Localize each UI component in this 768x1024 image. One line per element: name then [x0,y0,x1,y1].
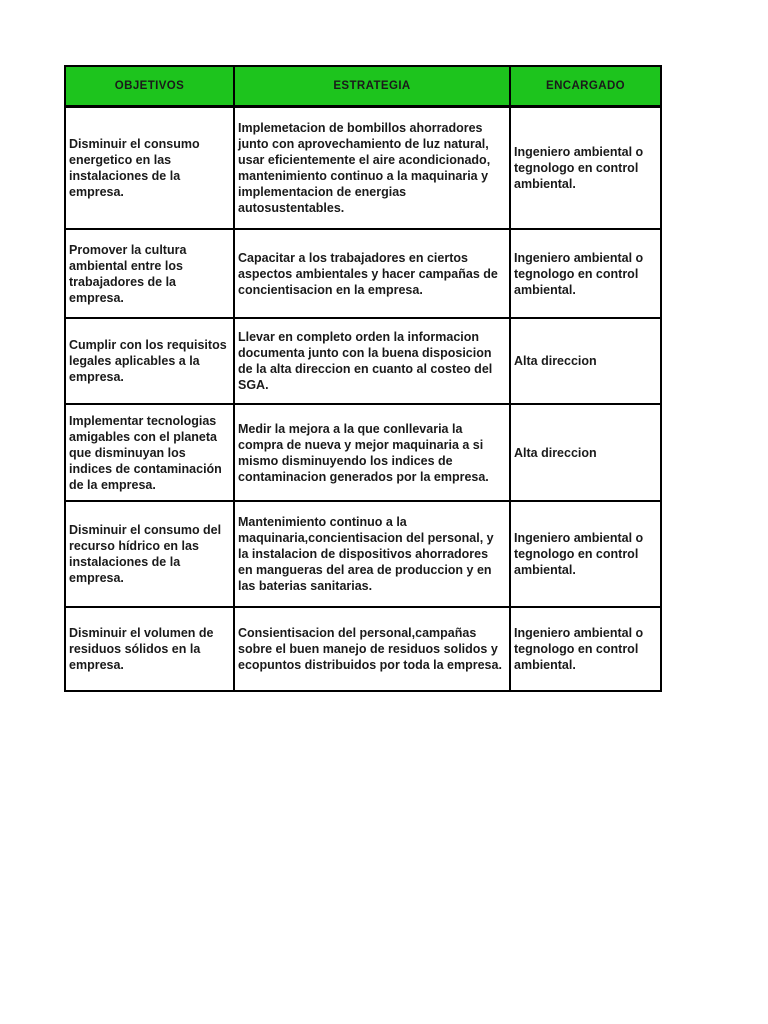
cell-estrategia: Implemetacion de bombillos ahorradores junto con aprovechamiento de luz natural, usar eficientemente el aire acondicionado, mantenimiento continuo a la maquinaria y implementacion de energias autosustentables. [234,107,510,230]
table-row [65,229,661,318]
cell-estrategia: Medir la mejora a la que conllevaria la compra de nueva y mejor maquinaria a si mismo disminuyendo los indices de contaminacion generados por la empresa. [234,404,510,501]
cell-encargado: Alta direccion [510,404,661,501]
header-cell-estrategia: ESTRATEGIA [234,66,510,107]
cell-estrategia: Llevar en completo orden la informacion documenta junto con la buena disposicion de la alta direccion en cuanto al costeo del SGA. [234,318,510,404]
header-cell-encargado: ENCARGADO [510,66,661,107]
table-row [65,501,661,607]
cell-objetivo: Disminuir el volumen de residuos sólidos en la empresa. [65,607,234,691]
cell-objetivo: Promover la cultura ambiental entre los trabajadores de la empresa. [65,229,234,318]
table-header-row [65,66,661,107]
cell-encargado: Ingeniero ambiental o tegnologo en control ambiental. [510,107,661,230]
table-row [65,607,661,691]
table-row [65,404,661,501]
table-row [65,107,661,230]
table-row [65,318,661,404]
header-cell-objetivos: OBJETIVOS [65,66,234,107]
sga-objectives-table [64,65,662,692]
cell-objetivo: Disminuir el consumo del recurso hídrico en las instalaciones de la empresa. [65,501,234,607]
cell-encargado: Alta direccion [510,318,661,404]
cell-objetivo: Cumplir con los requisitos legales aplicables a la empresa. [65,318,234,404]
cell-encargado: Ingeniero ambiental o tegnologo en control ambiental. [510,607,661,691]
cell-objetivo: Implementar tecnologias amigables con el planeta que disminuyan los indices de contaminación de la empresa. [65,404,234,501]
cell-encargado: Ingeniero ambiental o tegnologo en control ambiental. [510,501,661,607]
cell-estrategia: Mantenimiento continuo a la maquinaria,concientisacion del personal, y la instalacion de dispositivos ahorradores en mangueras del area de produccion y en las baterias sanitarias. [234,501,510,607]
cell-encargado: Ingeniero ambiental o tegnologo en control ambiental. [510,229,661,318]
cell-objetivo: Disminuir el consumo energetico en las instalaciones de la empresa. [65,107,234,230]
cell-estrategia: Capacitar a los trabajadores en ciertos aspectos ambientales y hacer campañas de concientisacion en la empresa. [234,229,510,318]
cell-estrategia: Consientisacion del personal,campañas sobre el buen manejo de residuos solidos y ecopuntos distribuidos por toda la empresa. [234,607,510,691]
